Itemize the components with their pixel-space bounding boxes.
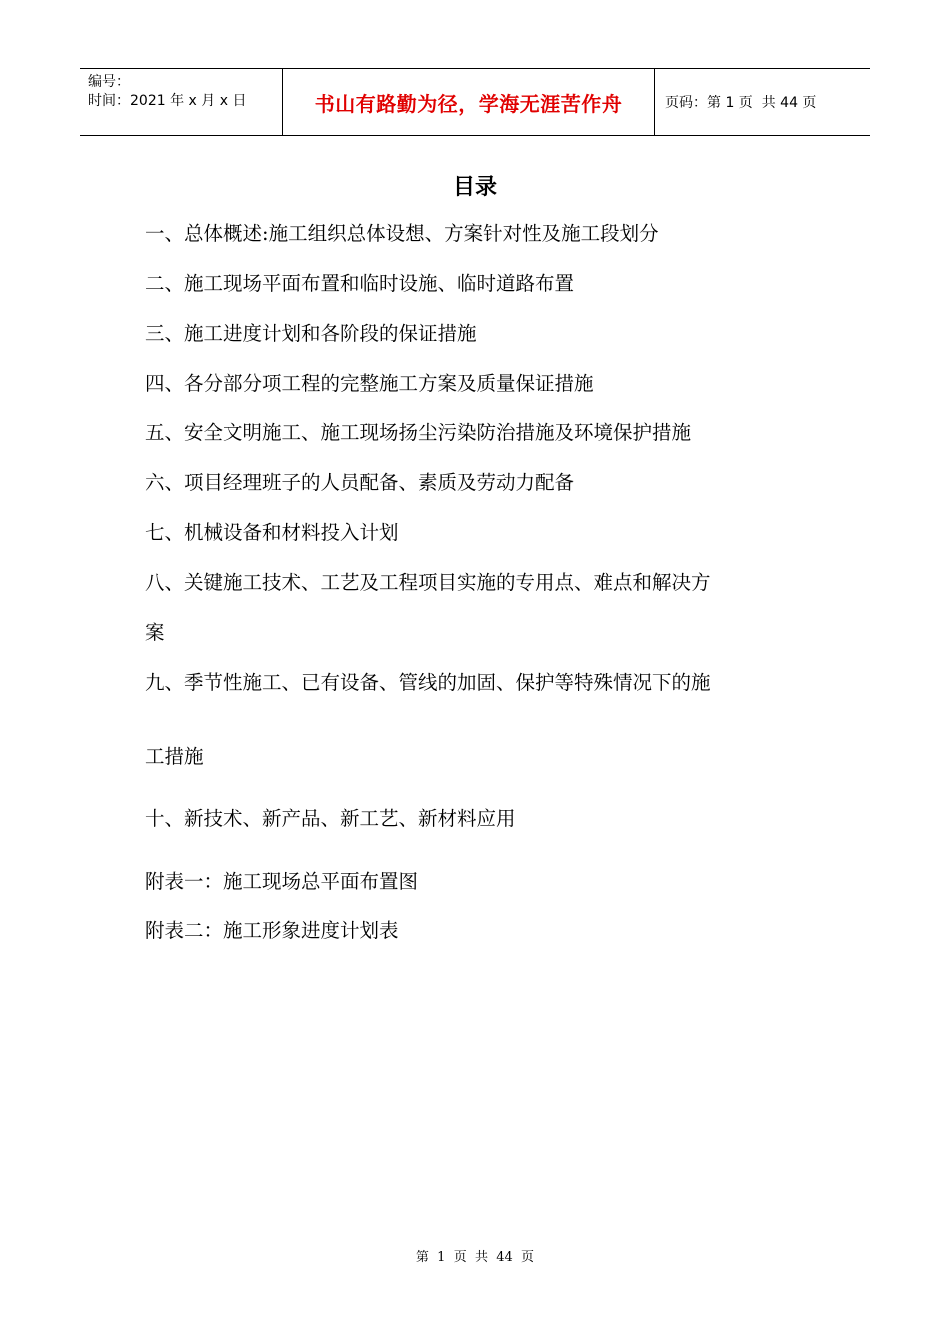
toc-line: 三、施工进度计划和各阶段的保证措施	[145, 322, 477, 345]
toc-line: 十、新技术、新产品、新工艺、新材料应用	[145, 807, 516, 830]
toc-line: 附表二：施工形象进度计划表	[145, 919, 399, 942]
header-page-cell	[655, 69, 870, 135]
header-meta-cell	[80, 69, 283, 135]
header-page-info: 页码：第 1 页 共 44 页	[665, 95, 817, 111]
toc-line: 八、关键施工技术、工艺及工程项目实施的专用点、难点和解决方	[145, 571, 711, 594]
toc-line: 附表一：施工现场总平面布置图	[145, 870, 419, 893]
header-motto: 书山有路勤为径，学海无涯苦作舟	[314, 91, 623, 116]
header-motto-cell	[283, 69, 655, 135]
toc-line: 一、总体概述:施工组织总体设想、方案针对性及施工段划分	[145, 222, 659, 245]
document-header	[80, 68, 870, 136]
toc-line: 九、季节性施工、已有设备、管线的加固、保护等特殊情况下的施	[145, 671, 711, 694]
document-number-label: 编号：	[88, 74, 130, 90]
toc-line: 五、安全文明施工、施工现场扬尘污染防治措施及环境保护措施	[145, 421, 692, 444]
document-time-label: 时间：2021 年 x 月 x 日	[88, 93, 247, 109]
toc-line: 七、机械设备和材料投入计划	[145, 521, 399, 544]
toc-line: 案	[145, 621, 165, 644]
page-footer: 第 1 页 共 44 页	[415, 1250, 535, 1265]
toc-line: 工措施	[145, 745, 204, 768]
toc-line: 二、施工现场平面布置和临时设施、临时道路布置	[145, 272, 575, 295]
toc-line: 六、项目经理班子的人员配备、素质及劳动力配备	[145, 471, 575, 494]
toc-line: 四、各分部分项工程的完整施工方案及质量保证措施	[145, 372, 594, 395]
toc-title: 目录	[452, 174, 497, 200]
